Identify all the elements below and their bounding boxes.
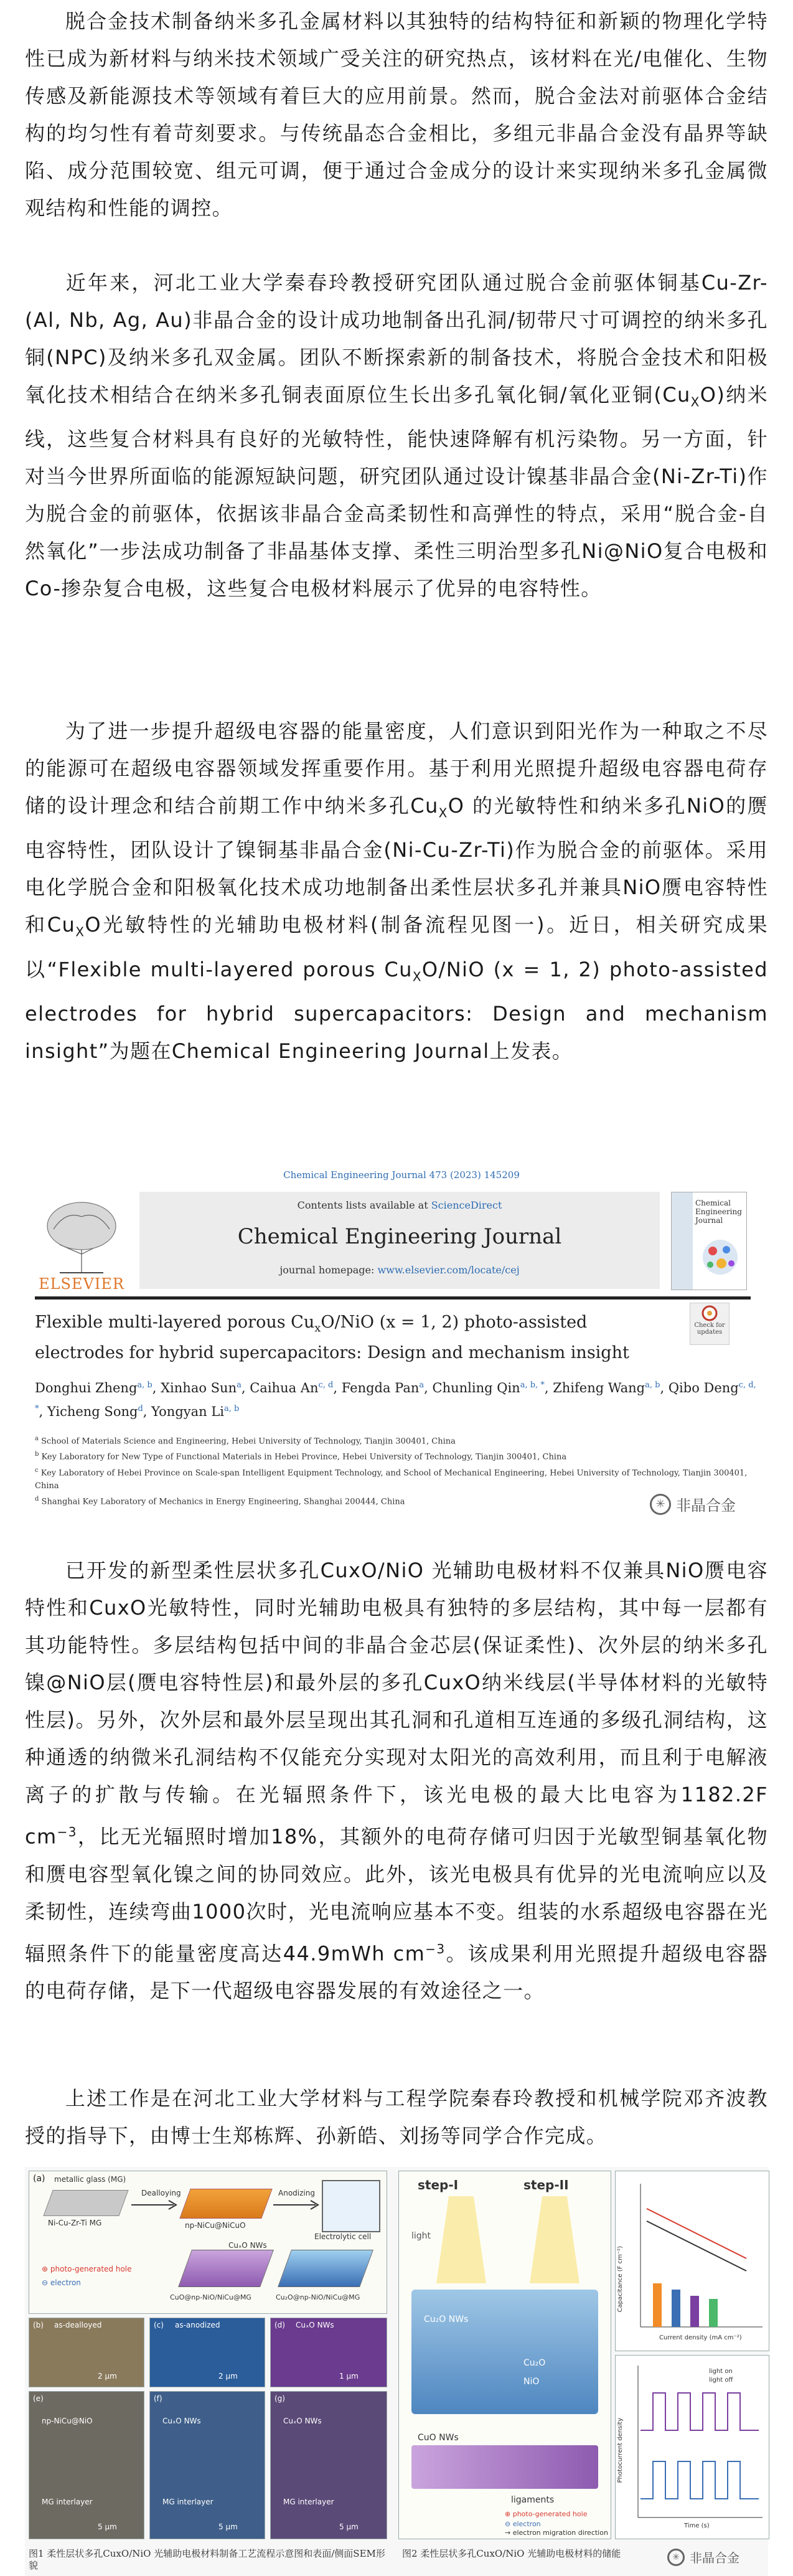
author-name[interactable]: Caihua An <box>250 1380 319 1395</box>
series-light-off <box>647 2221 746 2271</box>
author-affiliation-marker: c, d <box>318 1380 334 1390</box>
figure-1-caption: 图1 柔性层状多孔CuxO/NiO 光辅助电极材料制备工艺流程示意图和表面/侧面SEM形貌 <box>29 2548 385 2571</box>
figure-1 <box>25 2167 390 2541</box>
fig1-panel-b: (b) as-dealloyed 2 μm <box>29 2318 144 2387</box>
author-name[interactable]: Xinhao Sun <box>161 1380 237 1395</box>
sciencedirect-link[interactable]: ScienceDirect <box>431 1199 502 1211</box>
cover-title: Chemical Engineering Journal <box>695 1199 742 1225</box>
paragraph-5: 上述工作是在河北工业大学材料与工程学院秦春玲教授和机械学院邓齐波教授的指导下，由博士生郑栋辉、孙新皓、刘扬等同学合作完成。 <box>25 2087 768 2148</box>
affiliation-line: $^b$ Key Laboratory for New Type of Functional Materials in Hebei Province, Hebei University of Technology, Tianjin 300401, China <box>35 1451 567 1462</box>
figure-2 <box>398 2167 768 2541</box>
fig2-photocurrent-chart: Time (s) Photocurrent density light on light off <box>615 2355 769 2539</box>
author-name[interactable]: Zhifeng Wang <box>553 1380 645 1395</box>
author-name[interactable]: Qibo Deng <box>668 1380 739 1395</box>
fig1-panel-a: (a) metallic glass (MG) Ni-Cu-Zr-Ti MG Dealloying np-NiCu@NiCuO Anodizing Electrolytic cell CuₓO NWs CuO@np-NiO/NiCu@MG Cu₂O@np-NiO/NiCu@MG ⊕ photo-generated hole ⊖ electron <box>29 2171 387 2314</box>
electrolytic-cell <box>322 2180 380 2232</box>
photocurrent-trace-1 <box>640 2393 759 2430</box>
elsevier-wordmark: ELSEVIER <box>39 1275 124 1293</box>
arrow-dealloying <box>131 2199 181 2211</box>
results-figure <box>25 2167 768 2576</box>
photocurrent-plot <box>616 2356 769 2539</box>
author-name[interactable]: Yongyan Li <box>151 1404 225 1419</box>
cuo-layer-illustration <box>411 2445 598 2489</box>
journal-homepage: journal homepage: www.elsevier.com/locate/cej <box>279 1264 520 1276</box>
paragraph-4: 已开发的新型柔性层状多孔CuxO/NiO 光辅助电极材料不仅兼具NiO赝电容特性和CuxO光敏特性，同时光辅助电极具有独特的多层结构，其中每一层都有其功能特性。多层结构包括中间的非晶合金芯层(保证柔性)、次外层的纳米多孔镍@NiO层(赝电容特性层)和最外层的多孔CuxO纳米线层(半导体材料的光敏特性层)。另外，次外层和最外层呈现出其孔洞和孔道相互连通的多级孔洞结构，这种通透的纳微米孔洞结构不仅能充分实现对太阳光的高效利用，而且利于电解液离子的扩散与传输。在光辐照条件下，该光电极的最大比电容为1182.2F $cm^{-3}$，比无光辐照时增加18%，其额外的电荷存储可归因于光敏型铜基氧化物和赝电容型氧化镍之间的协同效应。此外，该光电极具有优异的光电流响应以及柔韧性，连续弯曲1000次时，光电流响应基本不变。组装的水系超级电容器在光辐照条件下的能量密度高达44.9mWh $cm^{-3}$。该成果利用光照提升超级电容器的电荷存储，是下一代超级电容器发展的有效途径之一。 <box>25 1559 768 2003</box>
elsevier-tree-logo <box>35 1192 128 1289</box>
check-updates-icon <box>690 1303 729 1322</box>
fig1-panel-d: (d) CuₓO NWs 1 μm <box>270 2318 387 2387</box>
author-affiliation-marker: a, b <box>645 1380 660 1390</box>
affiliation-line: $^c$ Key Laboratory of Hebei Province on Scale-span Intelligent Equipment Technology, and School of Mechanical Engineering, Hebei University of Technology, Tianjin 300401, China <box>35 1466 748 1491</box>
affiliation-line: $^a$ School of Materials Science and Engineering, Hebei University of Technology, Tianjin 300401, China <box>35 1435 456 1446</box>
mg-ribbon <box>43 2190 128 2216</box>
wechat-channel-icon: ✳ <box>650 1494 671 1515</box>
np-layer-block <box>179 2189 272 2219</box>
author-affiliation-marker: a, b, * <box>520 1380 545 1390</box>
layered-electrode-illustration <box>411 2290 598 2414</box>
header-rule <box>35 1296 751 1300</box>
watermark: ✳ 非晶合金 <box>650 1493 736 1515</box>
figure-2-caption: 图2 柔性层状多孔CuxO/NiO 光辅助电极材料的储能 <box>402 2548 621 2559</box>
author-affiliation-marker: a, b <box>224 1404 240 1413</box>
author-name[interactable]: Yicheng Song <box>47 1404 138 1419</box>
journal-title: Chemical Engineering Journal <box>237 1224 562 1249</box>
affiliation-list <box>35 1432 757 1508</box>
arrow-anodizing <box>273 2199 323 2211</box>
light-beam-icon-2 <box>530 2196 580 2283</box>
contents-line: Contents lists available at ScienceDirect <box>297 1199 502 1211</box>
cuo-nw-block <box>178 2250 274 2287</box>
fig2-mechanism-panel: step-I step-II light Cu₂O NWs Cu₂O NiO CuO NWs ligaments ⊕ photo-generated hole ⊖ electron → electron migration direction <box>398 2171 611 2539</box>
paragraph-2: 近年来，河北工业大学秦春玲教授研究团队通过脱合金前驱体铜基Cu-Zr-(Al, Nb, Ag, Au)非晶合金的设计成功地制备出孔洞/韧带尺寸可调控的纳米多孔铜(NPC)及纳米多孔双金属。团队不断探索新的制备技术，将脱合金技术和阳极氧化技术相结合在纳米多孔铜表面原位生长出多孔氧化铜/氧化亚铜$(Cu_XO)$纳米线，这些复合材料具有良好的光敏特性，能快速降解有机污染物。另一方面，针对当今世界所面临的能源短缺问题，研究团队通过设计镍基非晶合金(Ni-Zr-Ti)作为脱合金的前驱体，依据该非晶合金高柔韧性和高弹性的特点，采用“脱合金-自然氧化”一步法成功制备了非晶基体支撑、柔性三明治型多孔Ni@NiO复合电极和Co-掺杂复合电极，这些复合电极材料展示了优异的电容特性。 <box>25 271 768 601</box>
series-light-on <box>647 2209 746 2258</box>
watermark-bottom: ✳ 非晶合金 <box>667 2548 739 2566</box>
author-affiliation-marker: d <box>138 1404 143 1413</box>
fig1-panel-c: (c) as-anodized 2 μm <box>149 2318 265 2387</box>
wechat-channel-icon-bottom: ✳ <box>667 2549 685 2566</box>
paper-header-image <box>35 1169 768 1526</box>
journal-banner <box>139 1192 660 1289</box>
check-for-updates-badge[interactable]: Check for updates <box>690 1303 730 1345</box>
author-name[interactable]: Fengda Pan <box>341 1380 420 1395</box>
light-beam-icon <box>436 2196 486 2283</box>
fig2-capacitance-chart: Current density (mA cm⁻²) Capacitance (F cm⁻²) <box>615 2171 769 2351</box>
capacitance-plot <box>616 2171 769 2351</box>
journal-citation: Chemical Engineering Journal 473 (2023) 145209 <box>283 1169 520 1181</box>
cover-graphic <box>697 1232 744 1282</box>
author-name[interactable]: Donghui Zheng <box>35 1380 138 1395</box>
fig1-panel-e: (e) np-NiCu@NiO MG interlayer 5 μm <box>29 2391 144 2539</box>
journal-cover-thumbnail <box>671 1192 747 1290</box>
author-affiliation-marker: a, b <box>137 1380 152 1390</box>
author-name[interactable]: Chunling Qin <box>432 1380 520 1395</box>
homepage-link[interactable]: www.elsevier.com/locate/cej <box>377 1264 520 1276</box>
fig1-panel-f: (f) CuₓO NWs MG interlayer 5 μm <box>149 2391 265 2539</box>
fig1-panel-g: (g) CuₓO NWs MG interlayer 5 μm <box>270 2391 387 2539</box>
paragraph-1: 脱合金技术制备纳米多孔金属材料以其独特的结构特征和新颖的物理化学特性已成为新材料与纳米技术领域广受关注的研究热点，该材料在光/电催化、生物传感及新能源技术等领域有着巨大的应用前景。然而，脱合金法对前驱体合金结构的均匀性有着苛刻要求。与传统晶态合金相比，多组元非晶合金没有晶界等缺陷、成分范围较宽、组元可调，便于通过合金成分的设计来实现纳米多孔金属微观结构和性能的调控。 <box>25 9 768 220</box>
author-affiliation-marker: a <box>419 1380 425 1390</box>
author-affiliation-marker: c, d, * <box>35 1380 756 1413</box>
affiliation-line: $^d$ Shanghai Key Laboratory of Mechanics in Energy Engineering, Shanghai 200444, China <box>35 1495 405 1507</box>
cu2o-nw-block <box>278 2250 373 2287</box>
photocurrent-trace-2 <box>640 2461 759 2499</box>
paragraph-3: 为了进一步提升超级电容器的能量密度，人们意识到阳光作为一种取之不尽的能源可在超级电容器领域发挥重要作用。基于利用光照提升超级电容器电荷存储的设计理念和结合前期工作中纳米多孔$Cu_XO$ 的光敏特性和纳米多孔NiO的赝电容特性，团队设计了镍铜基非晶合金(Ni-Cu-Zr-Ti)作为脱合金的前驱体。采用电化学脱合金和阳极氧化技术成功地制备出柔性层状多孔并兼具NiO赝电容特性和$Cu_XO$光敏特性的光辅助电极材料(制备流程见图一)。近日，相关研究成果以“Flexible multi-layered porous $Cu_XO$/NiO (x = 1, 2) photo-assisted electrodes for hybrid supercapacitors: Design and mechanism insight”为题在Chemical Engineering Journal上发表。 <box>25 719 768 1064</box>
author-affiliation-marker: a <box>237 1380 242 1390</box>
author-list: Donghui Zheng$^{a, b}$, Xinhao Sun$^a$, Caihua An$^{c, d}$, Fengda Pan$^a$, Chunling Qin$^{a, b, *}$, Zhifeng Wang$^{a, b}$, Qibo Deng$^{c, d, *}$, Yicheng Song$^d$, Yongyan Li$^{a, b}$ <box>35 1380 756 1419</box>
paper-title: Flexible multi-layered porous $Cu_xO$/NiO (x = 1, 2) photo-assisted electrodes for hybrid supercapacitors: Design and mechanism insight <box>35 1313 629 1363</box>
